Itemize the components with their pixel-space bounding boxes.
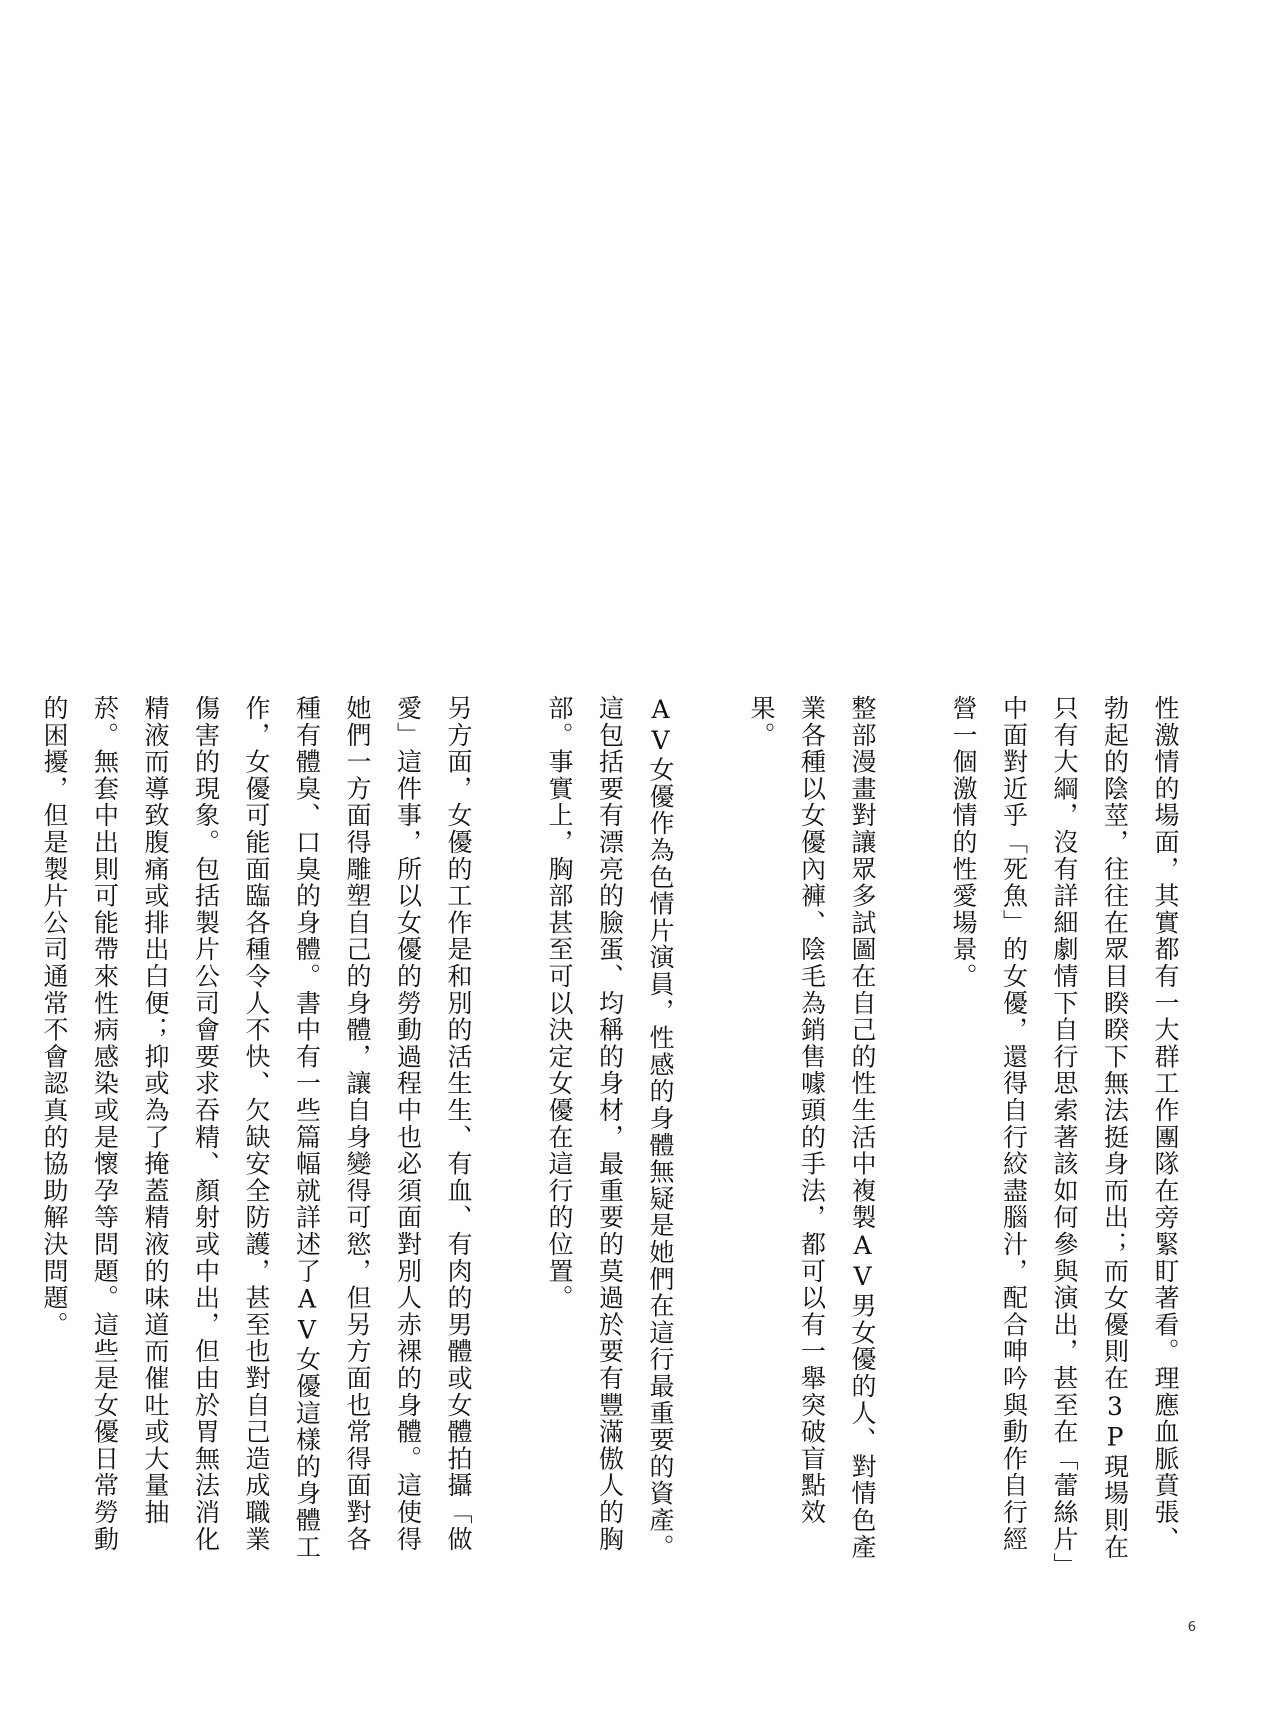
paragraph-3: AV女優作為色情片演員，性感的身體無疑是她們在這行最重要的資產。這包括要有漂亮的臉蛋、均稱的身材，最重要的莫過於要有豐滿傲人的胸部。事實上，胸部甚至可以決定女優在這行的位置。 xyxy=(545,695,675,1561)
paragraph-4: 另方面，女優的工作是和別的活生生、有血、有肉的男體或女體拍攝「做愛」這件事，所以女優的勞動過程中也必須面對別人赤裸的身體。這使得她們一方面得雕塑自己的身體，讓自身變得可慾，但另方面也常得面對各種有體臭、口臭的身體。書中有一些篇幅就詳述了AV女優這樣的身體工作，女優可能面臨各種令人不快、欠缺安全防護，甚至也對自己造成職業傷害的現象。包括製片公司會要求吞精、顏射或中出，但由於胃無法消化精液而導致腹痛或排出白便；抑或為了掩蓋精液的味道而催吐或大量抽菸。無套中出則可能帶來性病感染或是懷孕等問題。這些是女優日常勞動的困擾，但是製片公司通常不會認真的協助解決問題。 xyxy=(40,695,473,1561)
paragraph-1: 性激情的場面，其實都有一大群工作團隊在旁緊盯著看。理應血脈賁張、勃起的陰莖，往往在眾目睽睽下無法挺身而出；而女優則在3P現場則在只有大綱，沒有詳細劇情下自行思索著該如何參與演出，甚至在「蕾絲片」中面對近乎「死魚」的女優，還得自行絞盡腦汁，配合呻吟與動作自行經營一個激情的性愛場景。 xyxy=(949,695,1180,1567)
page-number: 6 xyxy=(1187,1620,1196,1635)
paragraph-2: 整部漫畫對讓眾多試圖在自己的性生活中複製AV男女優的人、對情色產業各種以女優內褲、陰毛為銷售噱頭的手法，都可以有一舉突破盲點效果。 xyxy=(747,695,877,1561)
vertical-text-block xyxy=(40,695,1190,1575)
